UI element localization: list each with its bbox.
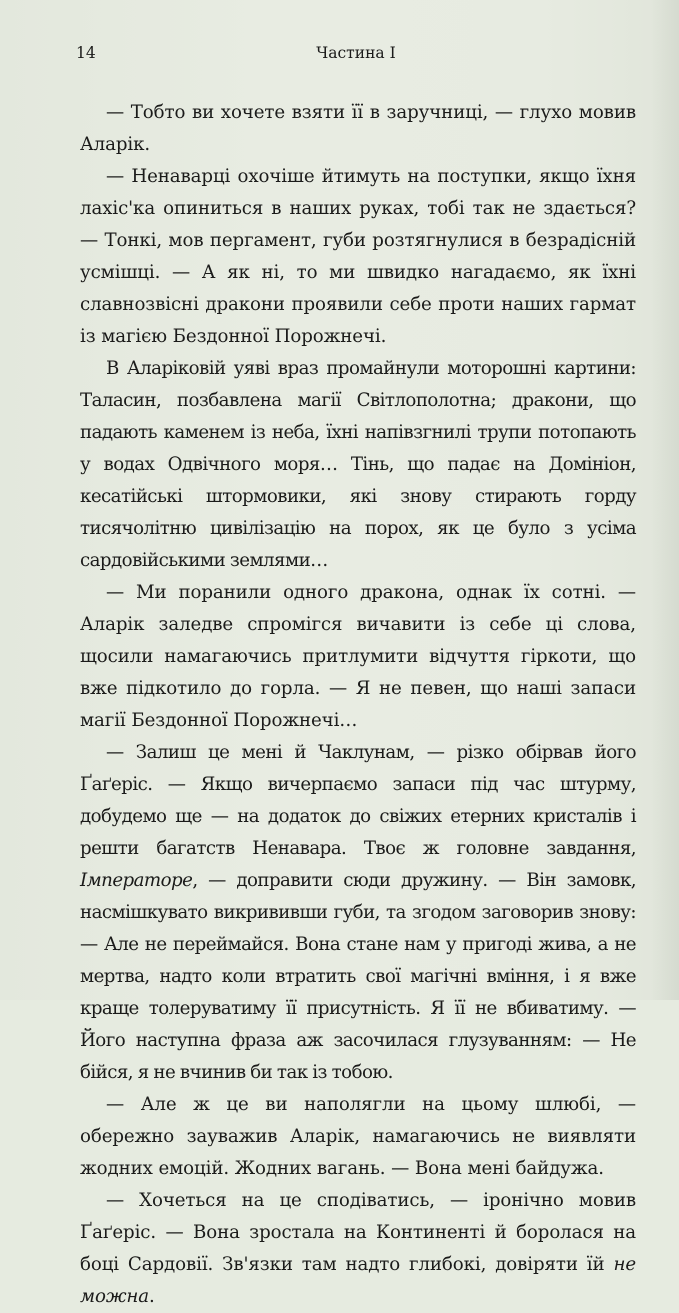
paragraph-7 — [80, 1185, 636, 1313]
body-text — [80, 97, 636, 1313]
paragraph-5-start: — Залиш це мені й Чаклунам, — різко обірвав його Ґаґеріс. — Якщо вичерпаємо запаси під час штурму, добудемо ще — на додаток до свіжих етерних кристалів і решти багатств Ненавара. Твоє ж головне завдання, — [80, 742, 636, 859]
page-edge-shadow — [651, 0, 679, 1000]
paragraph-5-end: , — доправити сюди дружину. — Він замовк, насмішкувато викрививши губи, та згодом заговорив знову: — Але не переймайся. Вона стане нам у пригоді жива, а не мертва, надто коли втратить свої магічні вміння, і я вже краще толеруватиму її присутність. Я її не вбиватиму. — Його наступна фраза аж засочилася глузуванням: — Не бійся, я не вчинив би так із тобою. — [80, 870, 636, 1083]
part-title: Частина I — [316, 44, 396, 62]
paragraph-7-emphasis: не можна — [80, 1254, 636, 1307]
paragraph-6: — Але ж це ви наполягли на цьому шлюбі, — обережно зауважив Аларік, намагаючись не виявляти жодних емоцій. Жодних вагань. — Вона мені байдужа. — [80, 1094, 636, 1179]
paragraph-5 — [80, 737, 636, 1089]
paragraph-7-start: — Хочеться на це сподіватись, — іронічно мовив Ґаґеріс. — Вона зростала на Континенті й боролася на боці Сардовії. Зв'язки там надто глибокі, довіряти їй — [80, 1190, 636, 1275]
paragraph-5-emphasis: Імператоре — [80, 870, 193, 891]
running-head — [76, 44, 636, 68]
paragraph-7-end: . — [149, 1286, 155, 1307]
page-number: 14 — [76, 44, 96, 62]
paragraph-2: — Ненаварці охочіше йтимуть на поступки, якщо їхня лахіс'ка опиниться в наших руках, тобі так не здається? — Тонкі, мов пергамент, губи розтягнулися в безрадісній усмішці. — А як ні, то ми швидко нагадаємо, як їхні славнозвісні дракони проявили себе проти наших гармат із магією Бездонної Порожнечі. — [80, 166, 636, 347]
paragraph-3: В Аларіковій уяві враз промайнули моторошні картини: Таласин, позбавлена магії Світлополотна; дракони, що падають каменем із неба, їхні напівзгнилі трупи потопають у водах Одвічного моря… Тінь, що падає на Домініон, кесатійські штормовики, які знову стирають горду тисячолітню цивілізацію на порох, як це було з усіма сардовійськими землями… — [80, 358, 636, 571]
paragraph-4: — Ми поранили одного дракона, однак їх сотні. — Аларік заледве спромігся вичавити із себе ці слова, щосили намагаючись притлумити відчуття гіркоти, що вже підкотило до горла. — Я не певен, що наші запаси магії Бездонної Порожнечі… — [80, 582, 636, 731]
paragraph-1: — Тобто ви хочете взяти її в заручниці, — глухо мовив Аларік. — [80, 102, 636, 155]
